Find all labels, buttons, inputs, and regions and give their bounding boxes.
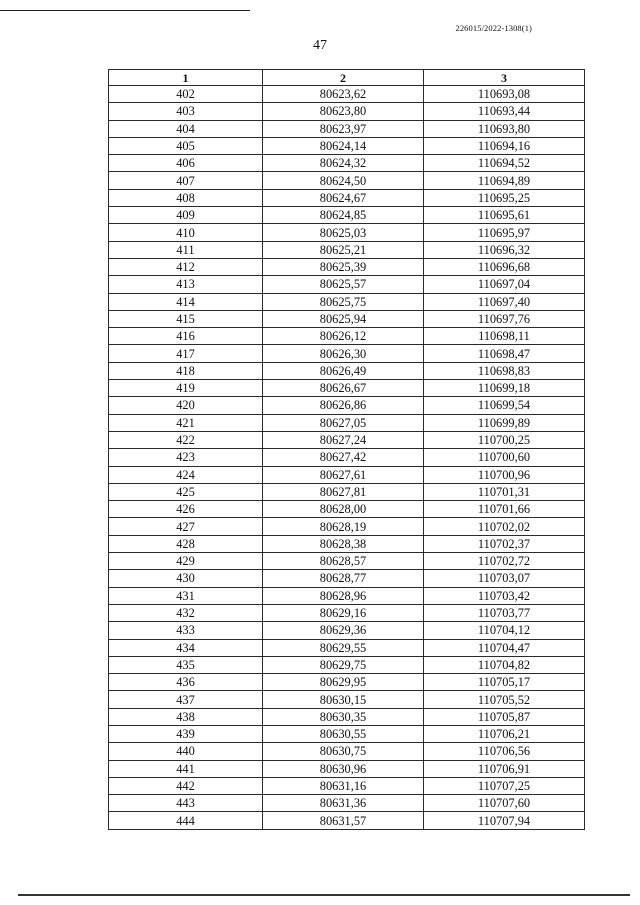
cell-y: 110697,40 (424, 293, 585, 310)
cell-y: 110697,04 (424, 276, 585, 293)
table-row (109, 155, 585, 172)
cell-x: 80630,55 (263, 725, 424, 742)
cell-x: 80630,96 (263, 760, 424, 777)
cell-x: 80623,80 (263, 103, 424, 120)
cell-point-number: 421 (109, 414, 263, 431)
cell-x: 80629,95 (263, 674, 424, 691)
cell-x: 80631,16 (263, 777, 424, 794)
cell-point-number: 405 (109, 137, 263, 154)
cell-point-number: 436 (109, 674, 263, 691)
table-row (109, 380, 585, 397)
cell-x: 80628,19 (263, 518, 424, 535)
table-row (109, 397, 585, 414)
cell-x: 80631,36 (263, 795, 424, 812)
cell-point-number: 409 (109, 207, 263, 224)
cell-point-number: 438 (109, 708, 263, 725)
cell-x: 80627,81 (263, 483, 424, 500)
cell-x: 80624,85 (263, 207, 424, 224)
cell-point-number: 430 (109, 570, 263, 587)
cell-point-number: 433 (109, 622, 263, 639)
cell-y: 110704,47 (424, 639, 585, 656)
table-row (109, 310, 585, 327)
table-row (109, 86, 585, 103)
cell-point-number: 412 (109, 258, 263, 275)
cell-y: 110705,87 (424, 708, 585, 725)
cell-y: 110703,77 (424, 604, 585, 621)
cell-y: 110693,80 (424, 120, 585, 137)
table-body (109, 86, 585, 830)
cell-point-number: 407 (109, 172, 263, 189)
cell-y: 110704,82 (424, 656, 585, 673)
cell-x: 80627,61 (263, 466, 424, 483)
cell-x: 80625,75 (263, 293, 424, 310)
cell-y: 110694,52 (424, 155, 585, 172)
cell-y: 110702,02 (424, 518, 585, 535)
table-row (109, 535, 585, 552)
cell-point-number: 437 (109, 691, 263, 708)
cell-point-number: 422 (109, 431, 263, 448)
cell-x: 80628,38 (263, 535, 424, 552)
header-row (109, 70, 585, 86)
table-row (109, 708, 585, 725)
cell-y: 110705,17 (424, 674, 585, 691)
column-header-x: 2 (263, 70, 424, 86)
top-rule (0, 10, 250, 11)
cell-point-number: 426 (109, 501, 263, 518)
table-row (109, 760, 585, 777)
column-header-y: 3 (424, 70, 585, 86)
table-row (109, 483, 585, 500)
table-row (109, 725, 585, 742)
cell-point-number: 431 (109, 587, 263, 604)
cell-point-number: 410 (109, 224, 263, 241)
cell-x: 80628,57 (263, 553, 424, 570)
cell-y: 110700,25 (424, 431, 585, 448)
cell-x: 80629,75 (263, 656, 424, 673)
cell-y: 110707,25 (424, 777, 585, 794)
table-row (109, 258, 585, 275)
cell-x: 80629,16 (263, 604, 424, 621)
cell-point-number: 435 (109, 656, 263, 673)
cell-x: 80625,94 (263, 310, 424, 327)
cell-x: 80627,24 (263, 431, 424, 448)
table-row (109, 501, 585, 518)
cell-y: 110701,66 (424, 501, 585, 518)
cell-y: 110693,08 (424, 86, 585, 103)
table-row (109, 777, 585, 794)
cell-point-number: 415 (109, 310, 263, 327)
cell-point-number: 418 (109, 362, 263, 379)
cell-point-number: 423 (109, 449, 263, 466)
cell-point-number: 420 (109, 397, 263, 414)
table-row (109, 691, 585, 708)
table-header (109, 70, 585, 86)
cell-x: 80626,67 (263, 380, 424, 397)
table-row (109, 743, 585, 760)
cell-y: 110698,47 (424, 345, 585, 362)
column-header-point-number: 1 (109, 70, 263, 86)
table-row (109, 207, 585, 224)
cell-x: 80629,36 (263, 622, 424, 639)
cell-y: 110699,18 (424, 380, 585, 397)
cell-y: 110706,56 (424, 743, 585, 760)
cell-point-number: 417 (109, 345, 263, 362)
page-number: 47 (313, 38, 327, 53)
cell-x: 80630,75 (263, 743, 424, 760)
table-row (109, 414, 585, 431)
cell-y: 110699,89 (424, 414, 585, 431)
cell-y: 110707,60 (424, 795, 585, 812)
table-row (109, 293, 585, 310)
cell-x: 80626,86 (263, 397, 424, 414)
cell-y: 110696,68 (424, 258, 585, 275)
cell-y: 110699,54 (424, 397, 585, 414)
cell-x: 80625,57 (263, 276, 424, 293)
cell-point-number: 439 (109, 725, 263, 742)
cell-x: 80630,15 (263, 691, 424, 708)
table-row (109, 518, 585, 535)
table-row (109, 224, 585, 241)
cell-y: 110704,12 (424, 622, 585, 639)
table-row (109, 604, 585, 621)
cell-y: 110702,72 (424, 553, 585, 570)
cell-point-number: 413 (109, 276, 263, 293)
cell-point-number: 440 (109, 743, 263, 760)
cell-x: 80628,00 (263, 501, 424, 518)
cell-x: 80624,50 (263, 172, 424, 189)
cell-y: 110707,94 (424, 812, 585, 829)
cell-x: 80625,39 (263, 258, 424, 275)
table-row (109, 570, 585, 587)
cell-point-number: 432 (109, 604, 263, 621)
table-row (109, 431, 585, 448)
cell-x: 80626,30 (263, 345, 424, 362)
table-row (109, 656, 585, 673)
coordinates-table (108, 69, 585, 830)
cell-y: 110695,25 (424, 189, 585, 206)
cell-x: 80624,67 (263, 189, 424, 206)
cell-point-number: 434 (109, 639, 263, 656)
cell-point-number: 402 (109, 86, 263, 103)
cell-x: 80631,57 (263, 812, 424, 829)
cell-point-number: 443 (109, 795, 263, 812)
table-row (109, 795, 585, 812)
cell-y: 110703,42 (424, 587, 585, 604)
cell-y: 110706,21 (424, 725, 585, 742)
cell-y: 110703,07 (424, 570, 585, 587)
table-row (109, 328, 585, 345)
cell-x: 80626,12 (263, 328, 424, 345)
table-row (109, 674, 585, 691)
cell-y: 110697,76 (424, 310, 585, 327)
cell-x: 80626,49 (263, 362, 424, 379)
cell-y: 110696,32 (424, 241, 585, 258)
table-row (109, 137, 585, 154)
cell-y: 110701,31 (424, 483, 585, 500)
table-row (109, 587, 585, 604)
cell-point-number: 425 (109, 483, 263, 500)
cell-point-number: 408 (109, 189, 263, 206)
cell-x: 80627,05 (263, 414, 424, 431)
cell-y: 110698,11 (424, 328, 585, 345)
cell-point-number: 428 (109, 535, 263, 552)
cell-point-number: 406 (109, 155, 263, 172)
table-row (109, 553, 585, 570)
cell-y: 110698,83 (424, 362, 585, 379)
table-row (109, 362, 585, 379)
document-id: 226015/2022-1308(1) (455, 23, 532, 33)
table-row (109, 120, 585, 137)
cell-point-number: 414 (109, 293, 263, 310)
cell-y: 110700,96 (424, 466, 585, 483)
table-row (109, 276, 585, 293)
cell-point-number: 404 (109, 120, 263, 137)
cell-x: 80625,03 (263, 224, 424, 241)
bottom-rule (18, 894, 630, 896)
table-row (109, 172, 585, 189)
cell-y: 110695,61 (424, 207, 585, 224)
table-row (109, 189, 585, 206)
cell-y: 110705,52 (424, 691, 585, 708)
table-row (109, 812, 585, 829)
cell-point-number: 441 (109, 760, 263, 777)
cell-x: 80630,35 (263, 708, 424, 725)
cell-point-number: 416 (109, 328, 263, 345)
cell-y: 110702,37 (424, 535, 585, 552)
cell-point-number: 424 (109, 466, 263, 483)
cell-point-number: 442 (109, 777, 263, 794)
cell-y: 110695,97 (424, 224, 585, 241)
cell-x: 80628,77 (263, 570, 424, 587)
cell-x: 80624,14 (263, 137, 424, 154)
cell-x: 80623,62 (263, 86, 424, 103)
cell-point-number: 419 (109, 380, 263, 397)
table-row (109, 241, 585, 258)
table-row (109, 639, 585, 656)
cell-y: 110706,91 (424, 760, 585, 777)
cell-point-number: 444 (109, 812, 263, 829)
cell-point-number: 427 (109, 518, 263, 535)
cell-point-number: 411 (109, 241, 263, 258)
table-row (109, 103, 585, 120)
cell-x: 80625,21 (263, 241, 424, 258)
cell-point-number: 403 (109, 103, 263, 120)
cell-y: 110694,89 (424, 172, 585, 189)
cell-x: 80623,97 (263, 120, 424, 137)
table-row (109, 466, 585, 483)
cell-x: 80624,32 (263, 155, 424, 172)
table-row (109, 449, 585, 466)
cell-x: 80629,55 (263, 639, 424, 656)
cell-y: 110693,44 (424, 103, 585, 120)
cell-x: 80627,42 (263, 449, 424, 466)
cell-y: 110694,16 (424, 137, 585, 154)
table-row (109, 345, 585, 362)
table-row (109, 622, 585, 639)
cell-y: 110700,60 (424, 449, 585, 466)
cell-x: 80628,96 (263, 587, 424, 604)
cell-point-number: 429 (109, 553, 263, 570)
